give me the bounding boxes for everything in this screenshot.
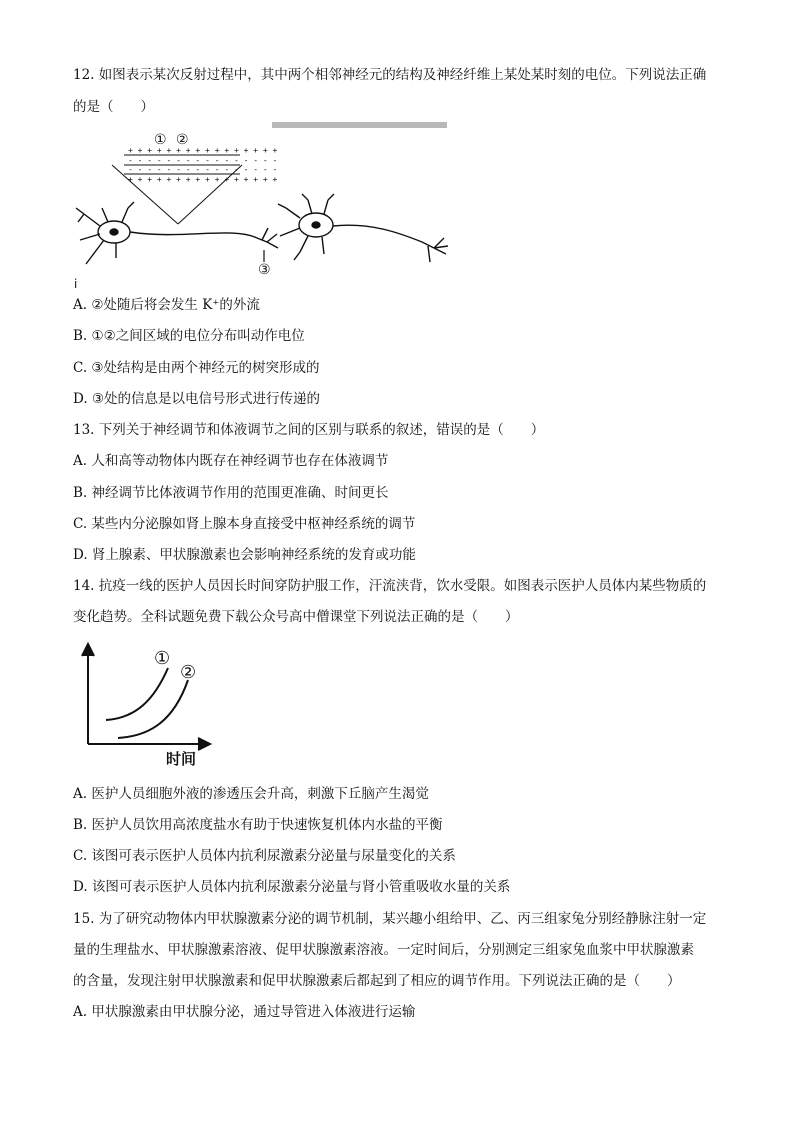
q15-stem-line3: 的含量，发现注射甲状腺激素和促甲状腺激素后都起到了相应的调节作用。下列说法正确的是（ ） [73,973,681,989]
site-2-label: ② [176,132,189,148]
q13-option-a: A. 人和高等动物体内既存在神经调节也存在体液调节 [73,453,389,469]
q13-option-c: C. 某些内分泌腺如肾上腺本身直接受中枢神经系统的调节 [73,516,416,532]
q14-option-d: D. 该图可表示医护人员体内抗利尿激素分泌量与肾小管重吸收水量的关系 [73,879,511,895]
x-axis-arrow [198,738,210,750]
q12-option-d: D. ③处的信息是以电信号形式进行传递的 [73,391,321,407]
q13-option-b: B. 神经调节比体液调节作用的范围更准确、时间更长 [73,485,389,501]
q12-option-b: B. ①②之间区域的电位分布叫动作电位 [73,328,305,344]
q14-stem-line1: 14. 抗疫一线的医护人员因长时间穿防护服工作，汗流浃背，饮水受限。如图表示医护人员体内某些物质的 [73,578,707,594]
q12-stem-line2: 的是（ ） [73,99,154,115]
site-1-label: ① [154,132,167,148]
curve-2 [118,680,188,738]
q14-option-a: A. 医护人员细胞外液的渗透压会升高，刺激下丘脑产生渴觉 [73,786,429,802]
curve-1-label: ① [154,648,171,669]
curve-1 [106,668,168,720]
neuron-2 [278,194,448,262]
q14-option-b: B. 医护人员饮用高浓度盐水有助于快速恢复机体内水盐的平衡 [73,817,443,833]
charge-marks [128,146,277,184]
site-3-label: ③ [258,262,271,278]
corner-mark: i [74,277,78,291]
svg-text:+ + + + + + + + + + + + + + +: + + + + + + + + + + + + + + + + [128,146,278,155]
q13-stem: 13. 下列关于神经调节和体液调节之间的区别与联系的叙述，错误的是（ ） [73,422,545,438]
neuron-figure [72,122,452,292]
q13-option-d: D. 肾上腺素、甲状腺激素也会影响神经系统的发育或功能 [73,547,416,563]
trend-graph [76,640,226,770]
curve-2-label: ② [180,662,197,683]
q12-option-a: A. ②处随后将会发生 K⁺的外流 [73,297,260,313]
svg-text:- - - - - - - - - - - - - - -: - - - - - - - - - - - - - - - - [128,165,278,174]
q15-stem-line1: 15. 为了研究动物体内甲状腺激素分泌的调节机制，某兴趣小组给甲、乙、丙三组家兔分别经静脉注射一定 [73,911,707,927]
q15-option-a: A. 甲状腺激素由甲状腺分泌，通过导管进入体液进行运输 [73,1004,416,1020]
svg-text:+ + + + + + + + + + + + + + +: + + + + + + + + + + + + + + + + [128,175,278,184]
x-axis-label: 时间 [166,750,197,768]
q14-option-c: C. 该图可表示医护人员体内抗利尿激素分泌量与尿量变化的关系 [73,848,456,864]
y-axis-arrow [82,644,94,656]
q12-option-c: C. ③处结构是由两个神经元的树突形成的 [73,360,320,376]
q14-stem-line2: 变化趋势。全科试题免费下载公众号高中僧课堂下列说法正确的是（ ） [73,609,519,625]
svg-text:- - - - - - - - - - - - - - -: - - - - - - - - - - - - - - - - [128,156,278,165]
q12-stem-line1: 12. 如图表示某次反射过程中，其中两个相邻神经元的结构及神经纤维上某处某时刻的电位。下列说法正确 [73,67,707,83]
neuron-1 [76,202,278,264]
q15-stem-line2: 量的生理盐水、甲状腺激素溶液、促甲状腺激素溶液。一定时间后，分别测定三组家兔血浆中甲状腺激素 [73,942,694,958]
